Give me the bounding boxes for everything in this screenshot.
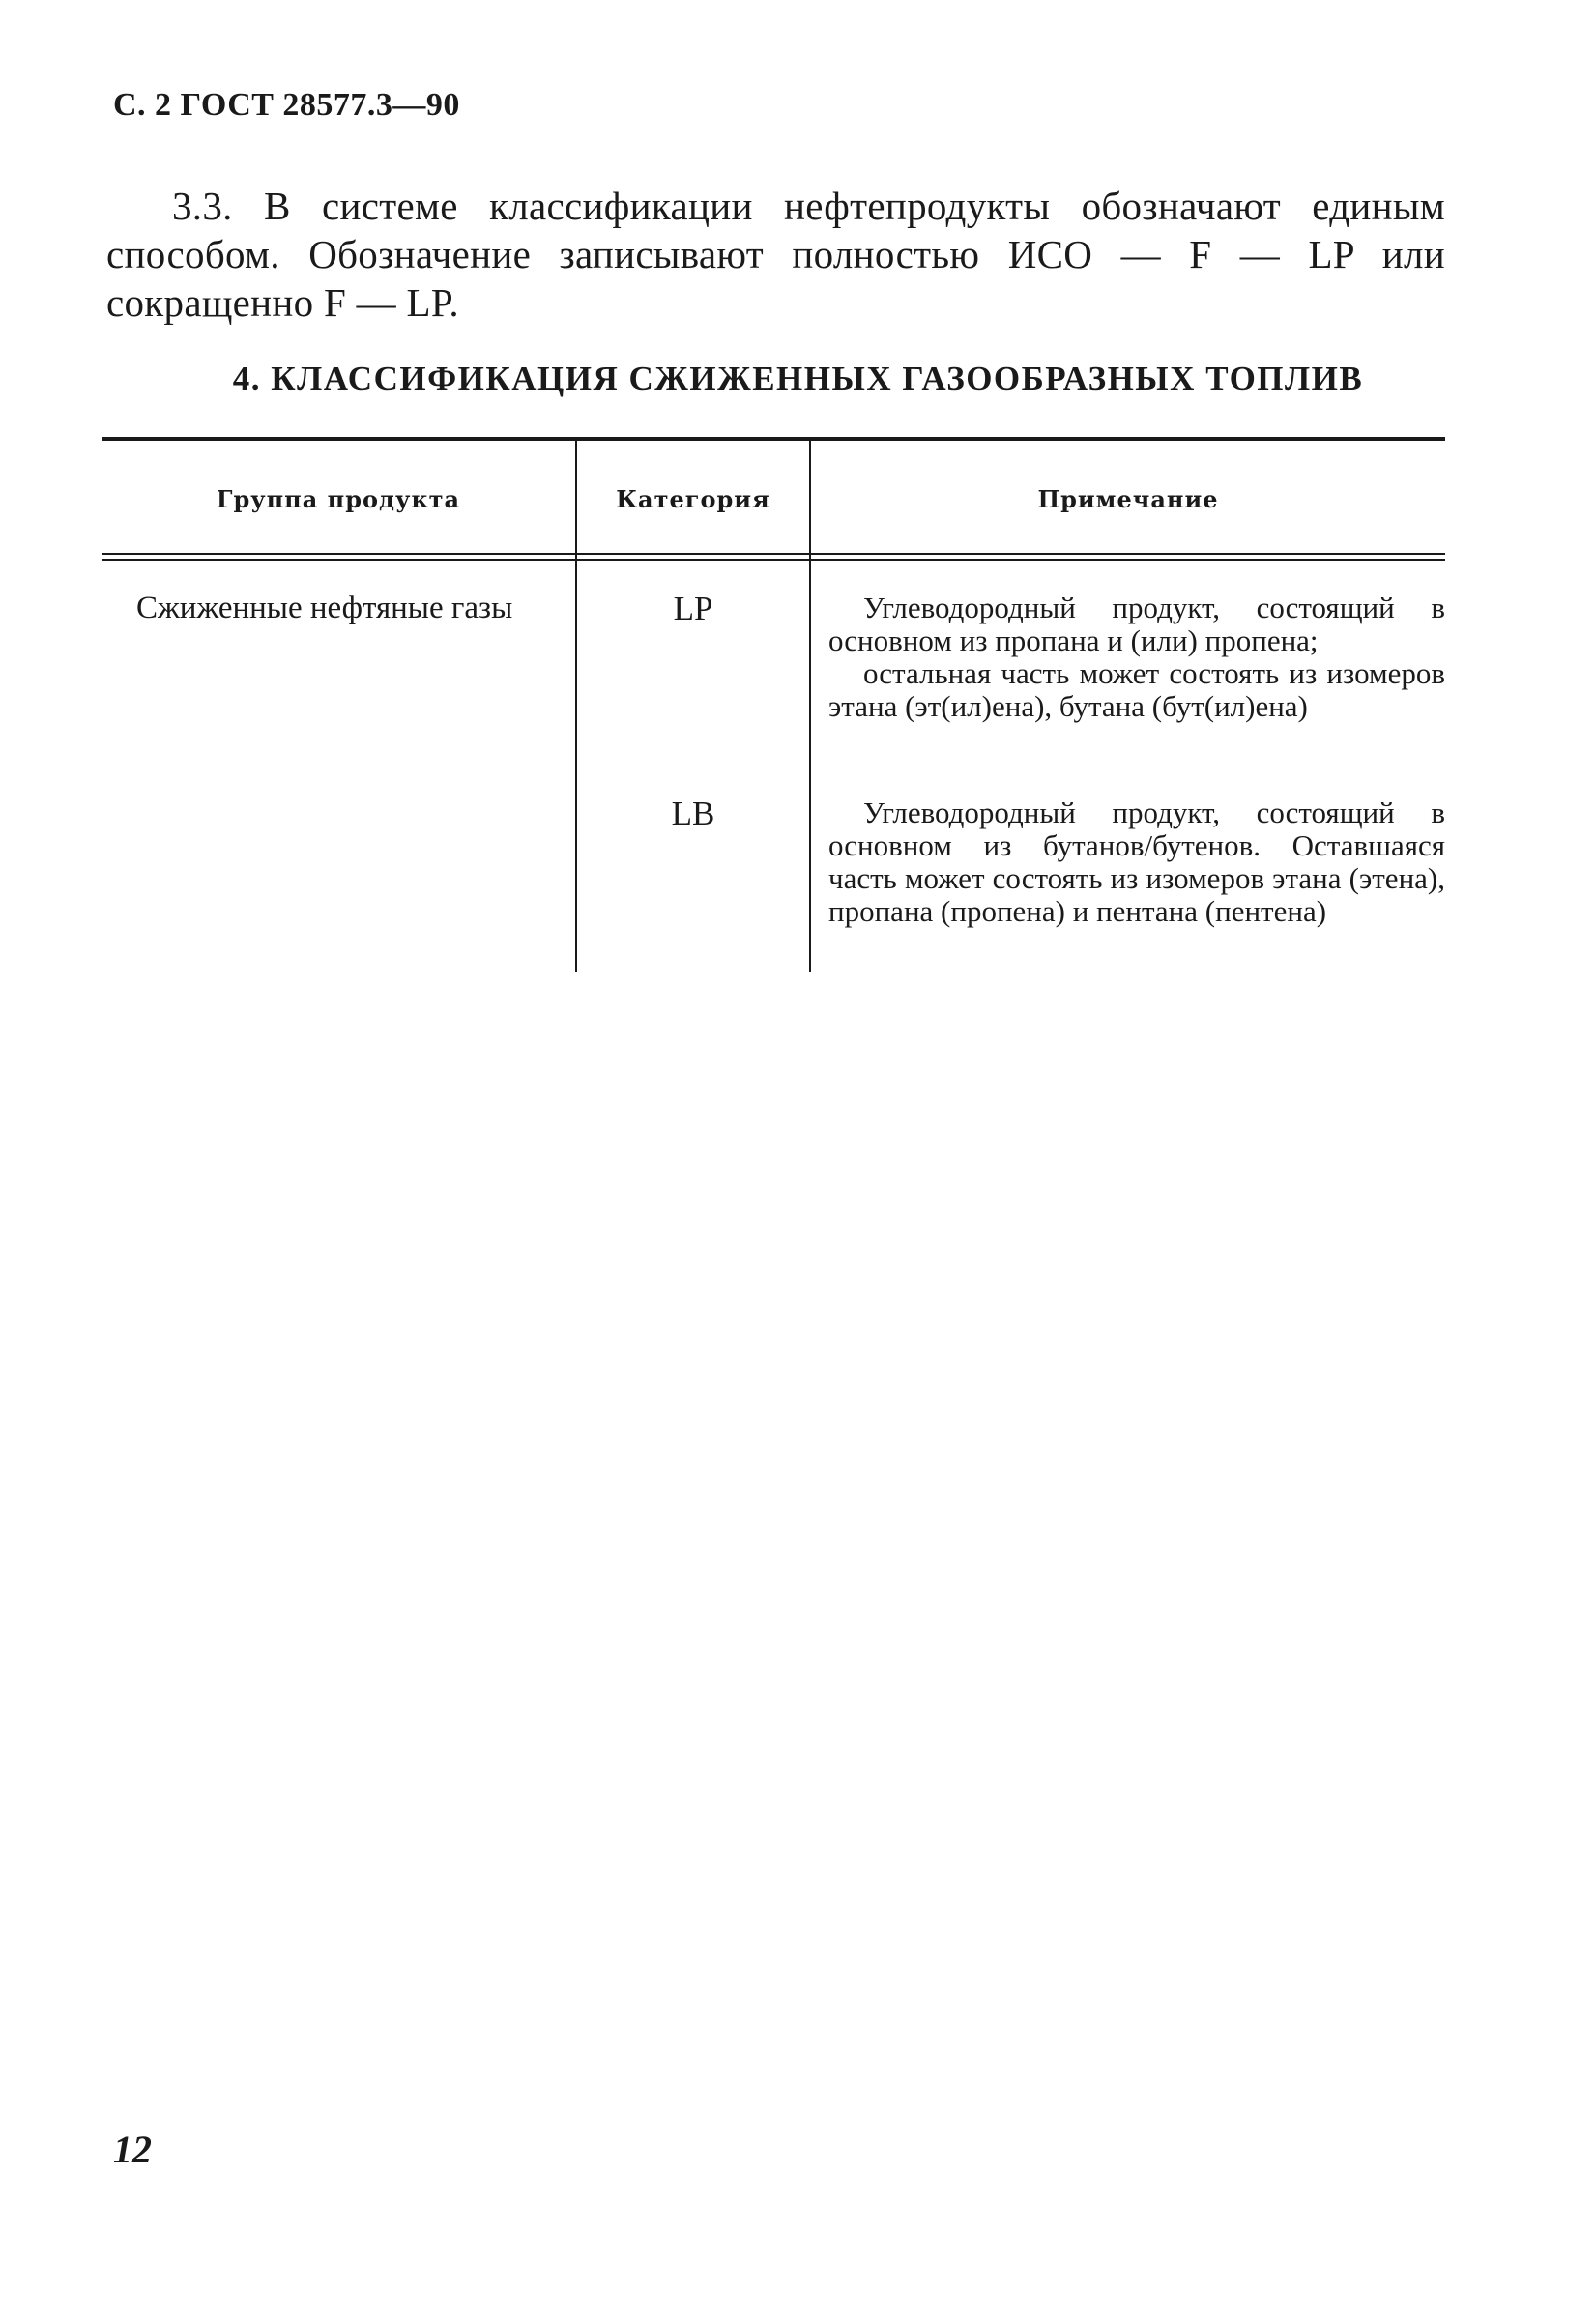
header-rule-double xyxy=(102,559,1445,561)
column-header-group: Группа продукта xyxy=(216,485,461,513)
note-text: остальная часть может состоять из изомеров этана (эт(ил)ена), бутана (бут(ил)ена) xyxy=(828,656,1445,723)
column-divider xyxy=(575,441,577,972)
category-cell-lb: LB xyxy=(671,795,715,832)
column-header-note: Примечание xyxy=(1037,485,1219,513)
category-cell-lp: LP xyxy=(673,590,713,627)
section-title: 4. КЛАССИФИКАЦИЯ СЖИЖЕННЫХ ГАЗООБРАЗНЫХ ТОПЛИВ xyxy=(232,360,1364,397)
note-cell-lp xyxy=(828,592,1445,723)
note-cell-lb xyxy=(828,797,1445,928)
note-text: Углеводородный продукт, состоящий в основном из пропана и (или) пропена; xyxy=(828,591,1445,657)
page-number: 12 xyxy=(113,2128,152,2171)
note-text: Углеводородный продукт, состоящий в основном из бутанов/бутенов. Оставшаяся часть может состоять из изомеров этана (этена), пропана (пропена) и пентана (пентена) xyxy=(828,796,1445,928)
product-group-cell: Сжиженные нефтяные газы xyxy=(136,591,513,625)
classification-table xyxy=(102,437,1445,978)
table-top-rule xyxy=(102,437,1445,441)
column-divider xyxy=(809,441,811,972)
running-head: С. 2 ГОСТ 28577.3—90 xyxy=(113,87,460,123)
paragraph-3-3: 3.3. В системе классификации нефтепродукты обозначают единым способом. Обозначение записывают полностью ИСО — F — LP или сокращенно F — LP. xyxy=(106,184,1445,325)
header-rule xyxy=(102,553,1445,555)
column-header-category: Категория xyxy=(616,485,770,513)
